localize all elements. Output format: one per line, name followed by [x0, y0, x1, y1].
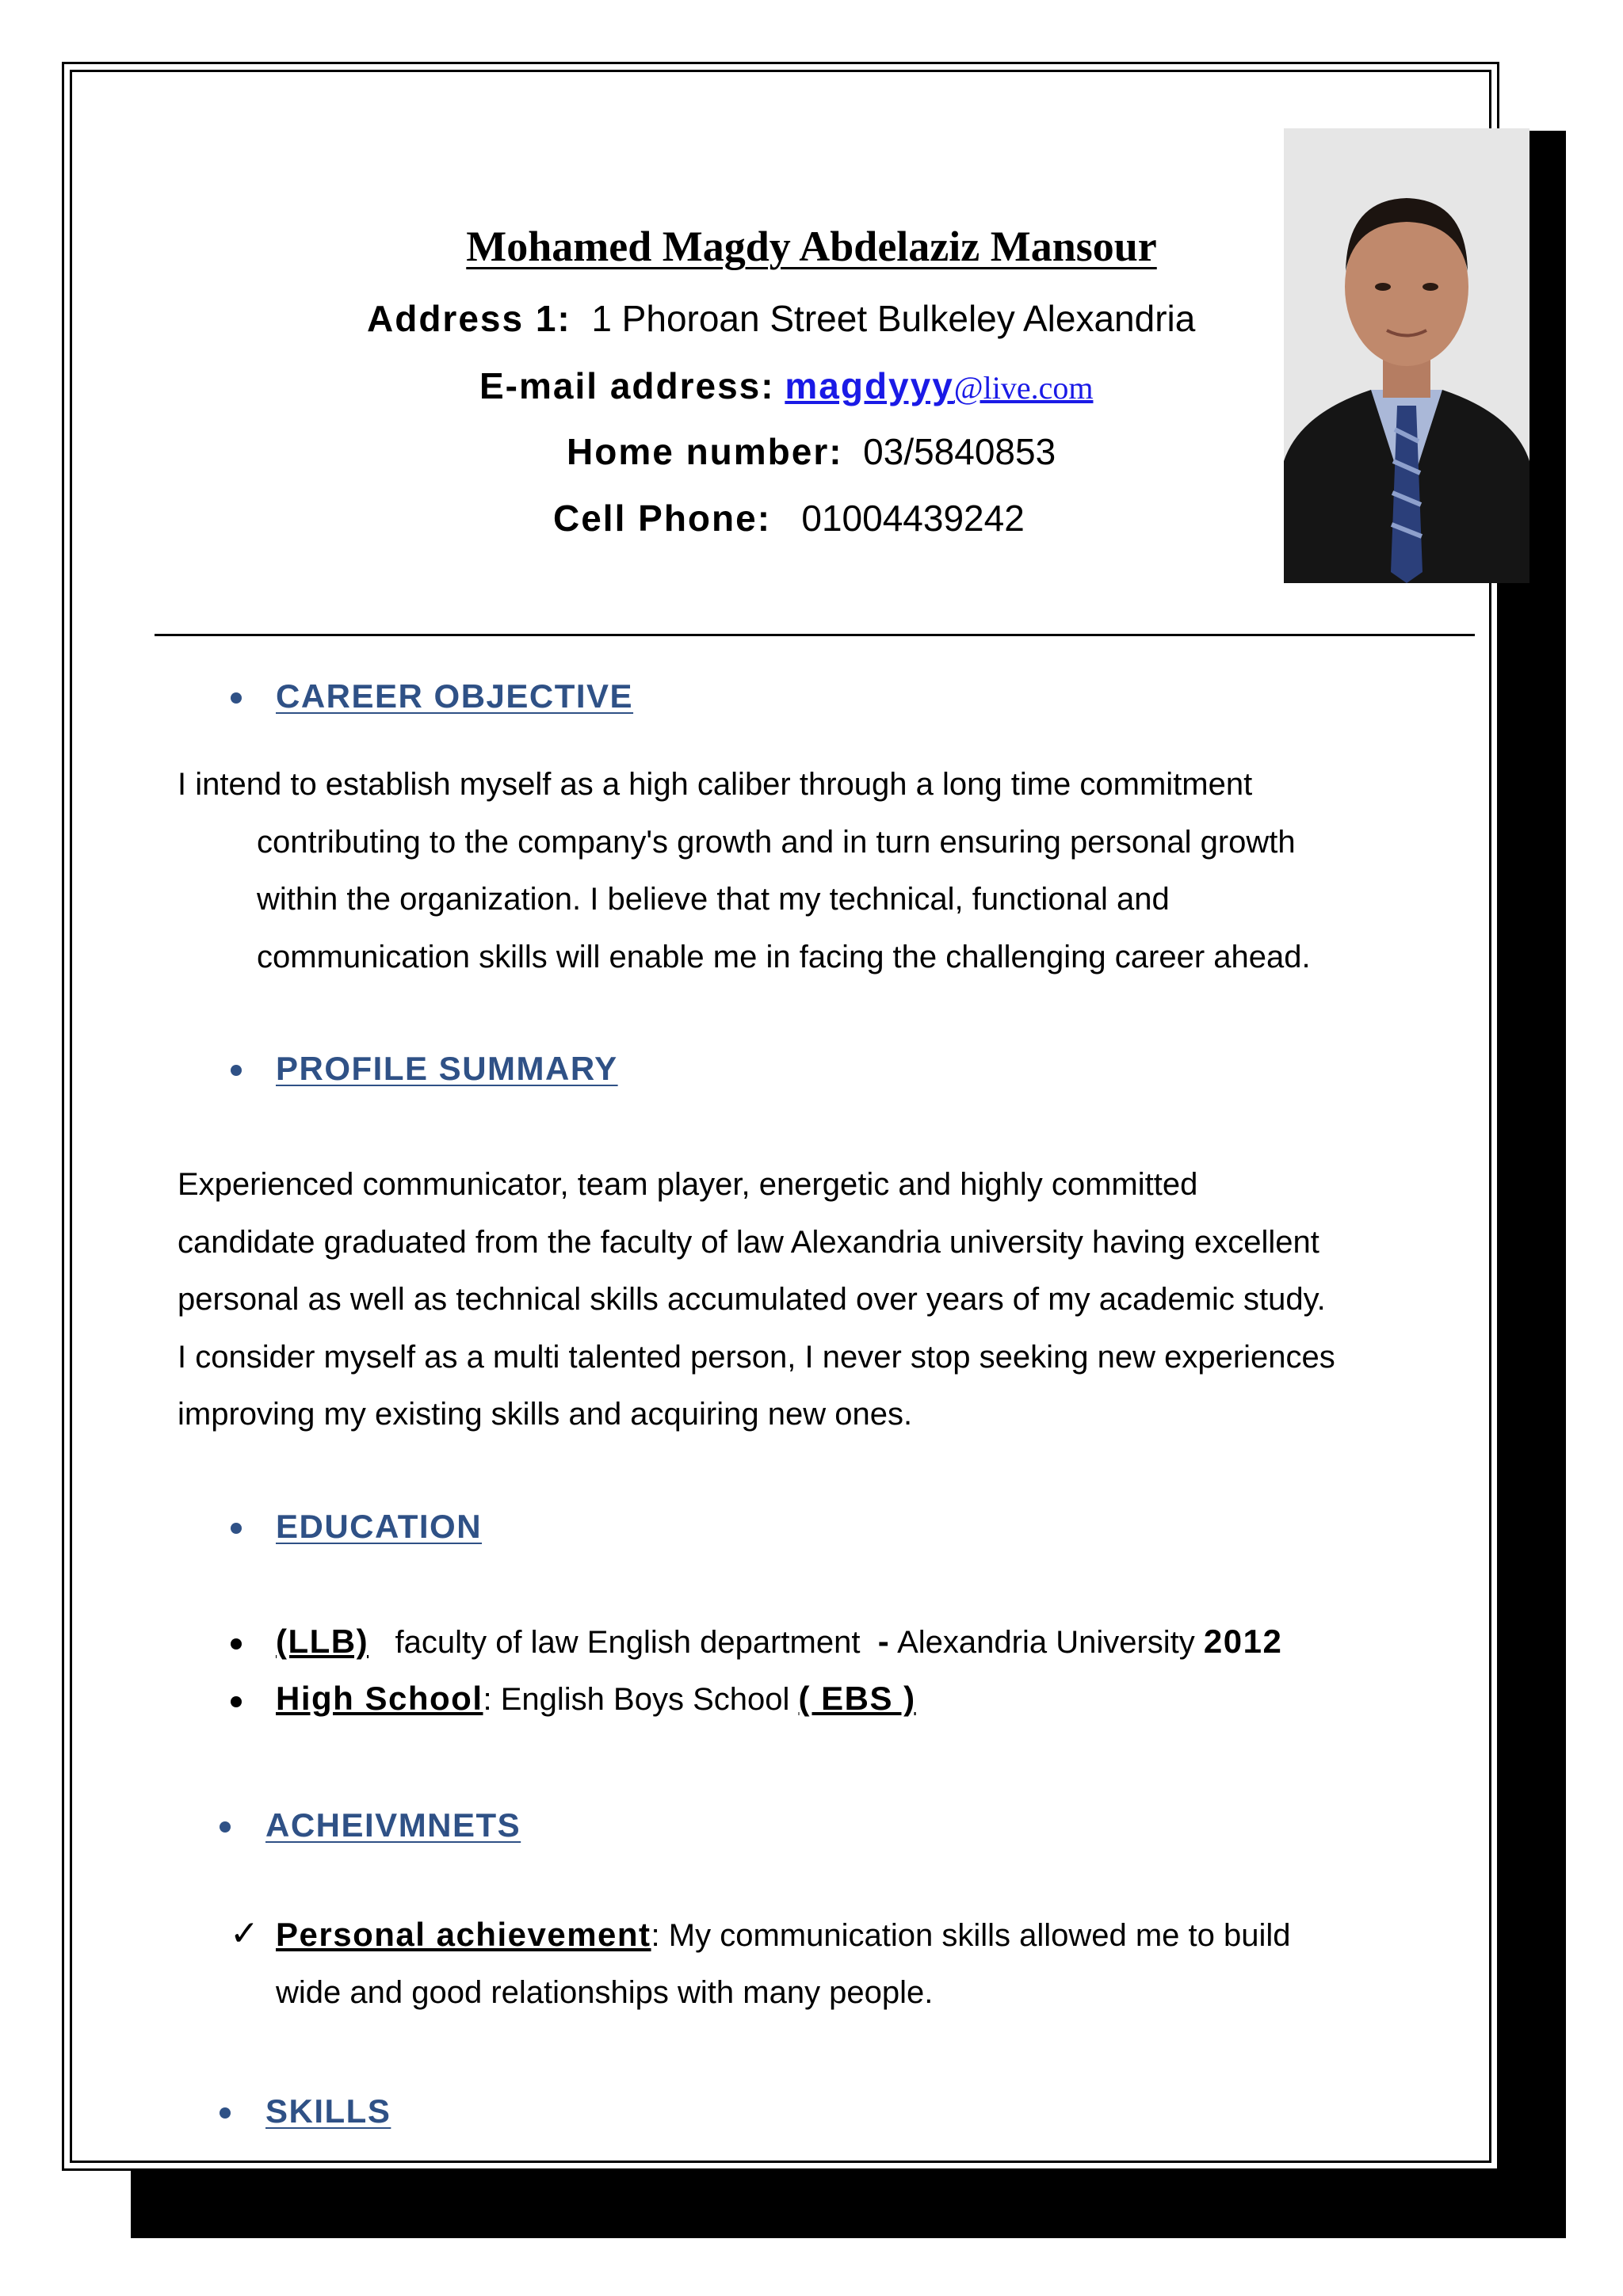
high-school-text: : English Boys School — [483, 1682, 790, 1717]
profile-summary-line: candidate graduated from the faculty of law Alexandria university having excellent — [178, 1225, 1319, 1260]
education-degree — [276, 1623, 1282, 1661]
candidate-name: Mohamed Magdy Abdelaziz Mansour — [466, 223, 1157, 270]
bullet-icon — [220, 1821, 231, 1833]
profile-summary-line: improving my existing skills and acquiring new ones. — [178, 1397, 913, 1432]
high-school-key: High School — [276, 1680, 483, 1717]
home-number-label: Home number: — [567, 431, 843, 472]
profile-summary-heading: PROFILE SUMMARY — [276, 1050, 618, 1087]
career-objective-line: within the organization. I believe that my technical, functional and — [257, 882, 1170, 917]
education-high-school — [276, 1680, 916, 1718]
email-line — [479, 364, 1093, 407]
high-school-abbr: ( EBS ) — [798, 1680, 916, 1717]
cell-phone-value: 01004439242 — [801, 498, 1025, 539]
page-shadow-bottom — [131, 2171, 1566, 2238]
achievement-text: : My communication skills allowed me to build — [651, 1918, 1291, 1953]
address-label: Address 1: — [367, 298, 571, 339]
address-value: 1 Phoroan Street Bulkeley Alexandria — [591, 298, 1196, 339]
profile-summary-line: Experienced communicator, team player, energetic and highly committed — [178, 1167, 1198, 1202]
email-link[interactable]: magdyyy — [785, 365, 954, 406]
skills-heading: SKILLS — [265, 2092, 391, 2130]
home-number-value: 03/5840853 — [863, 431, 1056, 472]
bullet-icon — [231, 1065, 242, 1076]
checkmark-icon: ✓ — [230, 1913, 259, 1954]
achievement-key: Personal achievement — [276, 1916, 651, 1953]
achievements-heading: ACHEIVMNETS — [265, 1806, 521, 1844]
email-domain-link[interactable]: @live.com — [953, 370, 1094, 406]
bullet-icon — [231, 692, 242, 704]
email-label: E-mail address: — [479, 365, 775, 406]
degree-dash: - — [877, 1623, 891, 1660]
degree-university: Alexandria University — [897, 1625, 1195, 1660]
education-heading: EDUCATION — [276, 1508, 483, 1545]
degree-text: faculty of law English department — [395, 1625, 861, 1660]
home-number-line — [567, 430, 1056, 473]
career-objective-line: contributing to the company's growth and in turn ensuring personal growth — [257, 825, 1296, 860]
profile-summary-line: personal as well as technical skills accumulated over years of my academic study. — [178, 1282, 1326, 1317]
career-objective-line: communication skills will enable me in facing the challenging career ahead. — [257, 940, 1311, 974]
achievement-text-cont: wide and good relationships with many people. — [276, 1975, 934, 2010]
achievement-item — [276, 1916, 1291, 1954]
header-divider — [155, 634, 1475, 636]
profile-photo — [1284, 128, 1529, 583]
bullet-icon — [231, 1638, 242, 1650]
address-line — [367, 297, 1195, 340]
cell-phone-line — [553, 497, 1025, 540]
degree-key: (LLB) — [276, 1623, 369, 1660]
bullet-icon — [220, 2107, 231, 2119]
cell-phone-label: Cell Phone: — [553, 498, 772, 539]
career-objective-line: I intend to establish myself as a high caliber through a long time commitment — [178, 767, 1253, 802]
bullet-icon — [231, 1523, 242, 1534]
profile-summary-line: I consider myself as a multi talented person, I never stop seeking new experiences — [178, 1340, 1335, 1375]
career-objective-heading: CAREER OBJECTIVE — [276, 677, 634, 715]
degree-year: 2012 — [1203, 1623, 1283, 1660]
bullet-icon — [231, 1696, 242, 1707]
